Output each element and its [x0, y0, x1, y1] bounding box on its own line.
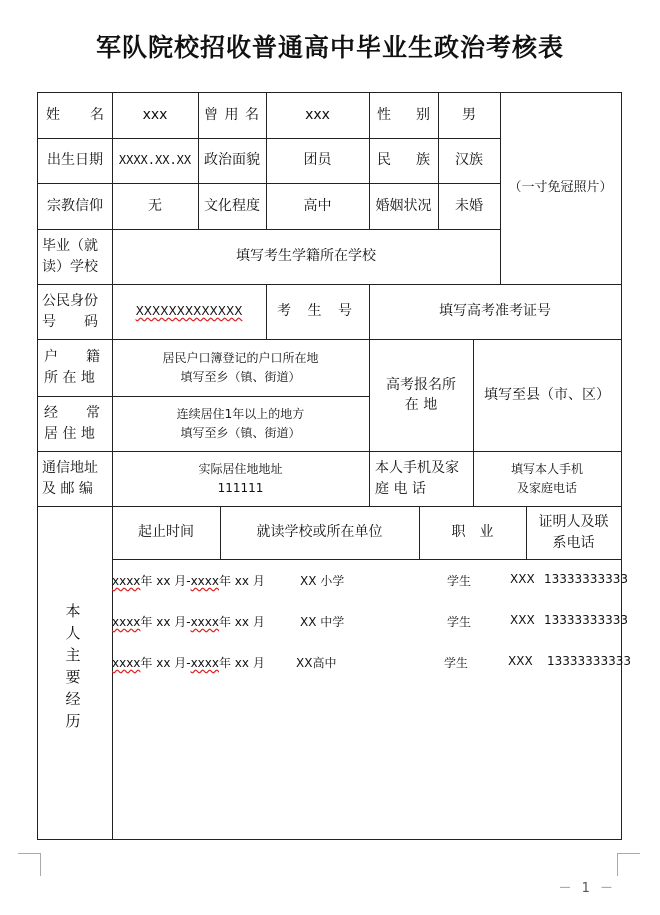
hukou-value-line1: 居民户口簿登记的户口所在地 [162, 350, 319, 365]
photo-placeholder: （一寸免冠照片） [508, 180, 613, 196]
marital-value: 未婚 [455, 197, 483, 214]
politics-label: 政治面貌 [204, 152, 260, 169]
exp-witness: XXX [508, 654, 533, 668]
former-name-label: 曾 用 名 [204, 107, 260, 124]
exp-header-period: 起止时间 [138, 524, 194, 541]
corner-mark-left [18, 853, 41, 876]
phone-label: 本人手机及家 庭 电 话 [375, 460, 459, 497]
phone-value-line1: 填写本人手机 [510, 461, 583, 476]
ethnicity-label: 民 族 [377, 152, 430, 169]
residence-value-line1: 连续居住1年以上的地方 [176, 406, 305, 421]
education-label: 文化程度 [204, 197, 260, 214]
former-name-value: xxx [305, 107, 330, 124]
address-value-line2: 111111 [217, 480, 264, 495]
exp-job: 学生 [447, 574, 472, 588]
address-value [112, 451, 369, 506]
id-value-text: XXXXXXXXXXXXX [135, 303, 243, 318]
exp-period-end: xxxx [190, 615, 219, 629]
address-label: 通信地址及 邮 编 [42, 460, 98, 497]
birth-value: XXXX.XX.XX [118, 152, 192, 167]
form-table [37, 92, 631, 840]
residence-label: 经 常居 住 地 [44, 405, 100, 442]
id-label: 公民身份号 码 [42, 293, 98, 330]
religion-label: 宗教信仰 [47, 197, 103, 214]
school-label: 毕业（就读）学校 [42, 238, 98, 275]
exp-row [112, 613, 265, 630]
exp-row [112, 572, 265, 589]
exp-period-mid: 年 xx 月- [140, 615, 191, 629]
exp-phone: 13333333333 [544, 572, 628, 586]
politics-value: 团员 [303, 152, 332, 169]
experience-section-label: 本人主要经历 [65, 602, 81, 730]
exp-period-start: xxxx [112, 656, 141, 670]
page-number: － 1 － [558, 881, 616, 896]
phone-value-line2: 及家庭电话 [516, 480, 577, 495]
exp-school: XX高中 [296, 656, 337, 670]
address-value-line1: 实际居住地地址 [198, 461, 283, 476]
education-value: 高中 [303, 197, 332, 214]
exam-no-label: 考 生 号 [277, 303, 358, 320]
hukou-value-line2: 填写至乡（镇、街道） [180, 369, 301, 384]
ethnicity-value: 汉族 [455, 152, 483, 169]
exam-place-label: 高考报名所 在 地 [386, 376, 456, 413]
residence-value-line2: 填写至乡（镇、街道） [180, 425, 301, 440]
hukou-value [112, 339, 369, 396]
gender-label: 性 别 [377, 107, 430, 124]
exp-period-start: xxxx [112, 574, 141, 588]
exp-header-witness: 证明人及联系电话 [538, 514, 609, 551]
exp-header-school: 就读学校或所在单位 [256, 524, 383, 541]
exp-header-job: 职 业 [451, 524, 494, 541]
exp-witness: XXX [510, 613, 535, 627]
exam-no-value: 填写高考准考证号 [439, 303, 551, 320]
residence-value [112, 396, 369, 451]
exp-row [112, 654, 265, 671]
exp-period-tail: 年 xx 月 [218, 615, 265, 629]
exp-school: XX 中学 [300, 615, 345, 629]
phone-value [473, 451, 621, 506]
exp-job: 学生 [444, 656, 469, 670]
exp-school: XX 小学 [300, 574, 345, 588]
marital-label: 婚姻状况 [375, 197, 432, 214]
exp-job: 学生 [447, 615, 472, 629]
exp-period-start: xxxx [112, 615, 141, 629]
exp-period-tail: 年 xx 月 [218, 574, 265, 588]
exp-period-tail: 年 xx 月 [218, 656, 265, 670]
exam-place-value: 填写至县（市、区） [484, 386, 610, 403]
exp-period-end: xxxx [190, 656, 219, 670]
exp-phone: 13333333333 [544, 613, 628, 627]
hukou-label: 户 籍所 在 地 [44, 349, 100, 386]
exp-period-mid: 年 xx 月- [140, 656, 191, 670]
exp-period-end: xxxx [190, 574, 219, 588]
exp-phone: 13333333333 [547, 654, 631, 668]
exp-period-mid: 年 xx 月- [140, 574, 191, 588]
id-value [112, 284, 266, 339]
school-value: 填写考生学籍所在学校 [236, 248, 376, 265]
birth-label: 出生日期 [47, 152, 103, 169]
gender-value: 男 [462, 107, 476, 124]
corner-mark-right [617, 853, 640, 876]
name-label: 姓 名 [46, 107, 104, 124]
name-value: xxx [142, 107, 168, 124]
religion-value: 无 [148, 197, 162, 214]
exp-witness: XXX [510, 572, 535, 586]
form-title: 军队院校招收普通高中毕业生政治考核表 [95, 33, 564, 62]
